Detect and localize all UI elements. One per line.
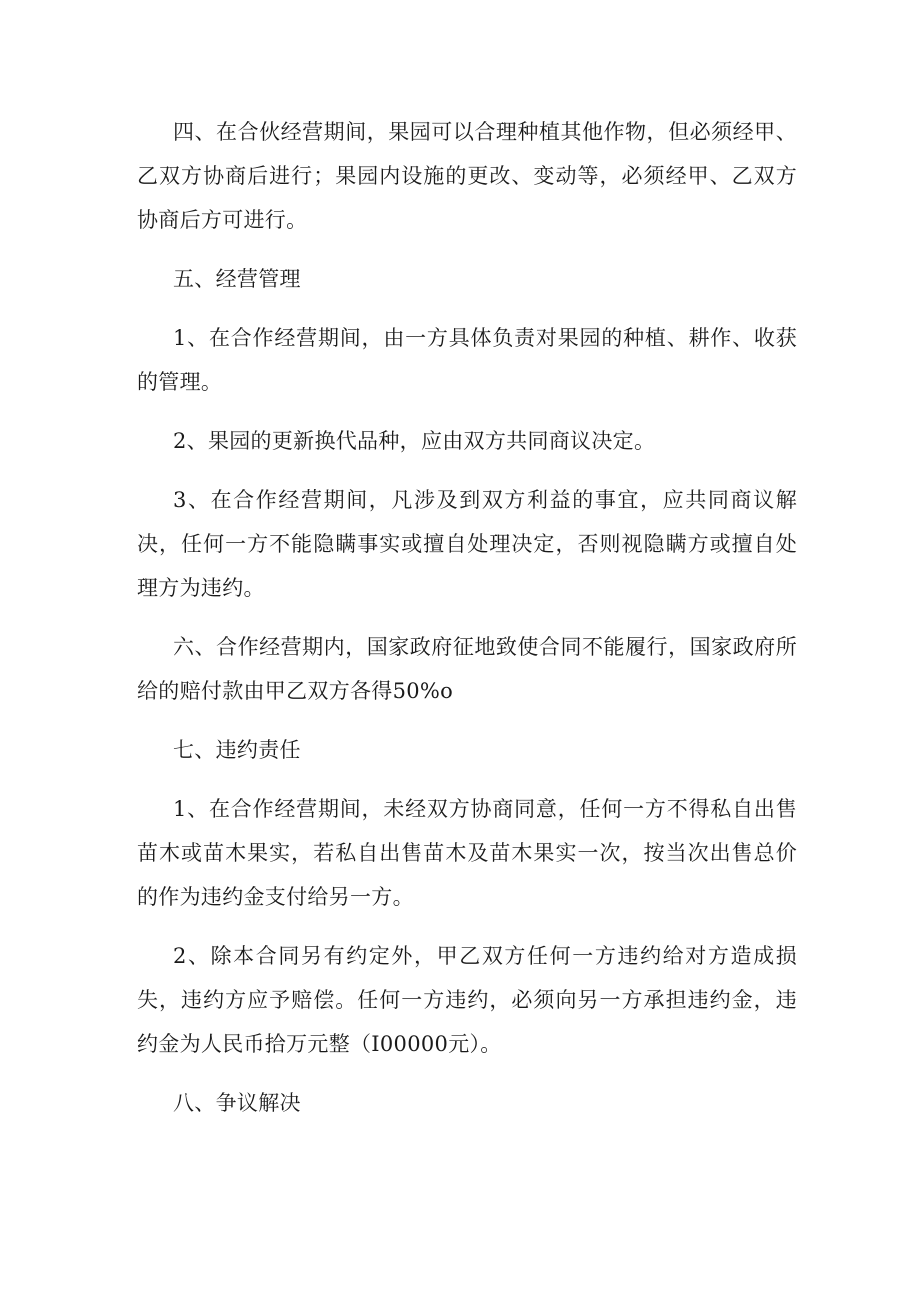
clause-six-paragraph: 六、合作经营期内，国家政府征地致使合同不能履行，国家政府所给的赔付款由甲乙双方各得50%o <box>137 635 797 703</box>
management-item-2: 2、果园的更新换代品种，应由双方共同商议决定。 <box>173 429 656 453</box>
section-heading-dispute: 八、争议解决 <box>173 1091 301 1115</box>
liability-item-1: 1、在合作经营期间，未经双方协商同意，任何一方不得私自出售苗木或苗木果实，若私自出售苗木及苗木果实一次，按当次出售总价的作为违约金支付给另一方。 <box>137 797 797 909</box>
management-item-1: 1、在合作经营期间，由一方具体负责对果园的种植、耕作、收获的管理。 <box>137 326 797 394</box>
section-heading-liability: 七、违约责任 <box>173 738 301 762</box>
section-heading-management: 五、经营管理 <box>173 267 301 291</box>
document-page <box>137 110 797 1140</box>
clause-four-paragraph: 四、在合伙经营期间，果园可以合理种植其他作物，但必须经甲、乙双方协商后进行；果园内设施的更改、变动等，必须经甲、乙双方协商后方可进行。 <box>137 120 797 232</box>
liability-item-2: 2、除本合同另有约定外，甲乙双方任何一方违约给对方造成损失，违约方应予赔偿。任何一方违约，必须向另一方承担违约金，违约金为人民币拾万元整（I00000元）。 <box>137 944 797 1056</box>
management-item-3: 3、在合作经营期间，凡涉及到双方利益的事宜，应共同商议解决，任何一方不能隐瞒事实或擅自处理决定，否则视隐瞒方或擅自处理方为违约。 <box>137 488 797 600</box>
